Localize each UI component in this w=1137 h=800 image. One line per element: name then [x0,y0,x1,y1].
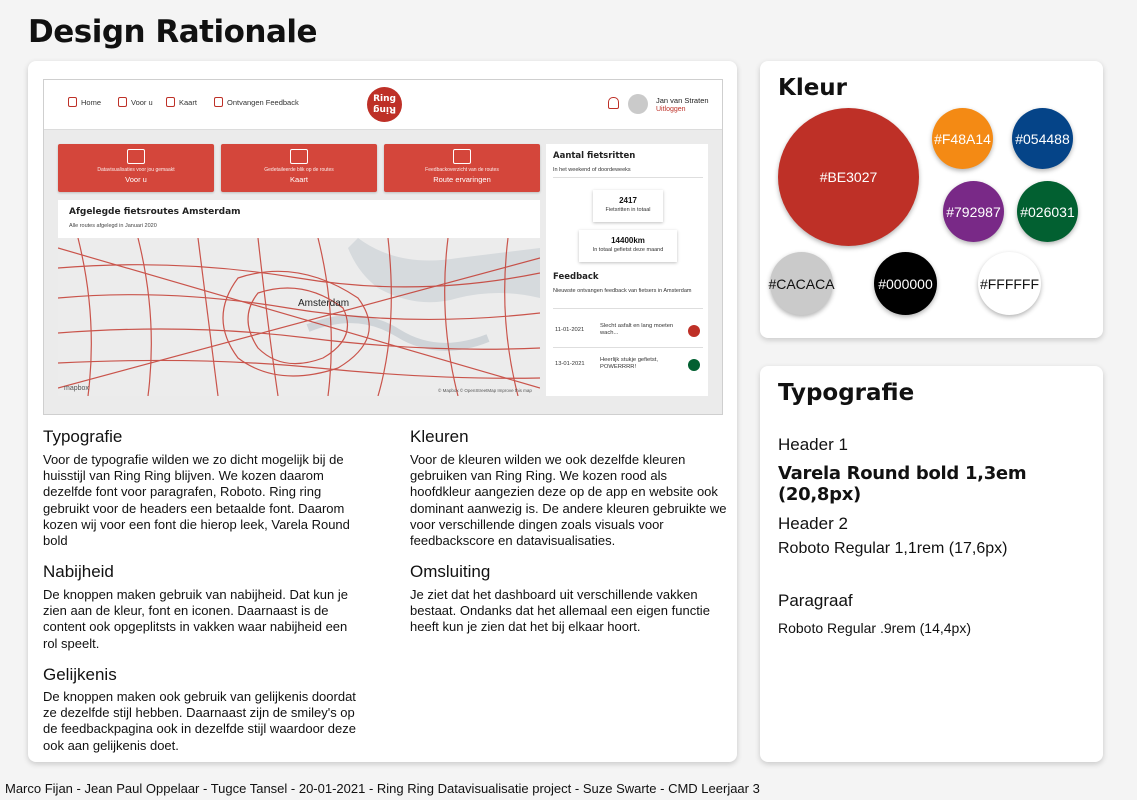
rationale-card [28,61,737,762]
nabijheid-heading: Nabijheid [43,562,114,581]
map-board-icon [290,149,308,164]
header1-label: Header 1 [778,435,848,454]
home-icon [68,97,77,107]
smiley-happy-icon [688,359,700,371]
divider [553,347,703,348]
bike-icon [118,97,127,107]
paragraaf-label: Paragraaf [778,591,853,610]
nav-home[interactable]: Home [68,97,101,107]
kleur-card [760,61,1103,338]
swatch-orange: #F48A14 [932,108,993,169]
rides-title: Aantal fietsritten [553,151,636,161]
total-km-stat: 14400km In totaal gefietst deze maand [579,230,677,262]
feedback-item[interactable]: 11-01-2021 Slecht asfalt en lang moeten wach... [553,319,703,349]
feedback-icon [214,97,223,107]
total-rides-stat: 2417 Fietsritten in totaal [593,190,663,222]
gelijkenis-heading: Gelijkenis [43,665,117,684]
header1-value: Varela Round bold 1,3em (20,8px) [778,463,1027,505]
stats-panel [546,144,708,396]
typografie-card [760,366,1103,762]
swatch-white: #FFFFFF [978,252,1041,315]
swatch-red: #BE3027 [778,108,919,246]
avatar[interactable] [628,94,648,114]
paragraaf-value: Roboto Regular .9rem (14,4px) [778,620,971,636]
gelijkenis-text: De knoppen maken ook gebruik van gelijkenis doordat ze dezelfde stijl hebben. Daarnaast zijn de smiley's op de feedbackpagina ook in dezelfde stijl waardoor deze ook aan gelijkenis doet. [43,689,356,753]
route-ervaringen-button[interactable]: Feedbackoverzicht van de routes Route ervaringen [384,144,540,192]
ring-ring-logo[interactable]: Ring Ring [367,87,402,122]
smiley-sad-icon [688,325,700,337]
swatch-blue: #054488 [1012,108,1073,169]
map-subtitle: Alle routes afgelegd in Januari 2020 [69,223,157,229]
feedback-board-icon [453,149,471,164]
feedback-subtitle: Nieuwste ontvangen feedback van fietsers in Amsterdam [553,288,692,294]
rides-subtitle: In het weekend of doordeweeks [553,167,631,173]
swatch-purple: #792987 [943,181,1004,242]
nav-voor-u[interactable]: Voor u [118,97,153,107]
dashboard-mockup [43,79,723,415]
nabijheid-text: De knoppen maken gebruik van nabijheid. Dat kun je zien aan de kleur, font en iconen. Daarnaast is de content ook opgeplitsts in vakken waar nabijheid een rol speelt. [43,587,348,651]
nav-feedback[interactable]: Ontvangen Feedback [214,97,299,107]
swatch-black: #000000 [874,252,937,315]
map-panel [58,200,540,396]
kleuren-heading: Kleuren [410,427,469,446]
mapbox-logo: mapbox [64,385,89,392]
page-title: Design Rationale [28,14,318,50]
user-name: Jan van Straten [656,96,709,105]
map-icon [166,97,175,107]
swatch-green: #026031 [1017,181,1078,242]
map-credit: © Mapbox © OpenStreetMap Improve this map [438,388,532,393]
divider [553,308,703,309]
map-city-label: Amsterdam [298,298,350,309]
feedback-item[interactable]: 13-01-2021 Heerlijk stukje gefietst, POWERRRR! [553,353,703,383]
typografie-card-title: Typografie [778,380,915,406]
map-title: Afgelegde fietsroutes Amsterdam [69,207,241,217]
typografie-text: Voor de typografie wilden we zo dicht mogelijk bij de huisstijl van Ring Ring blijven. We kozen daarom dezelfde font voor paragrafen, Roboto. Ring ring gebruikt voor de headers een betaalde font. Daarom kozen wij voor een font die hierop leek, Varela Round bold [43,452,350,549]
mockup-navbar [44,80,722,130]
kleur-title: Kleur [778,75,848,101]
header2-value: Roboto Regular 1,1rem (17,6px) [778,540,1008,557]
header2-label: Header 2 [778,514,848,533]
feedback-title: Feedback [553,272,599,282]
bell-icon[interactable] [608,97,619,109]
nav-kaart[interactable]: Kaart [166,97,197,107]
route-map[interactable] [58,238,540,396]
kaart-button[interactable]: Gedetaileerde blik op de routes Kaart [221,144,377,192]
kleuren-text: Voor de kleuren wilden we ook dezelfde kleuren gebruiken van Ring Ring. We kozen rood als hoofdkleur aangezien deze op de app en website ook dominant aanwezig is. De andere kleuren gebruikte we voor verschillende dingen zoals visuals voor feedbackscore en datavisualisaties. [410,452,727,549]
chart-board-icon [127,149,145,164]
footer-credits: Marco Fijan - Jean Paul Oppelaar - Tugce Tansel - 20-01-2021 - Ring Ring Datavisualisatie project - Suze Swarte - CMD Leerjaar 3 [5,781,760,796]
voor-u-button[interactable]: Datavisualisaties voor jou gemaakt Voor u [58,144,214,192]
omsluiting-heading: Omsluiting [410,562,491,581]
swatch-grey: #CACACA [770,252,833,315]
logout-link[interactable]: Uitloggen [656,106,686,113]
omsluiting-text: Je ziet dat het dashboard uit verschillende vakken bestaat. Ondanks dat het allemaal een eigen functie heeft kun je zien dat het bij elkaar hoort. [410,587,710,635]
divider [553,177,703,178]
typografie-heading: Typografie [43,427,123,446]
